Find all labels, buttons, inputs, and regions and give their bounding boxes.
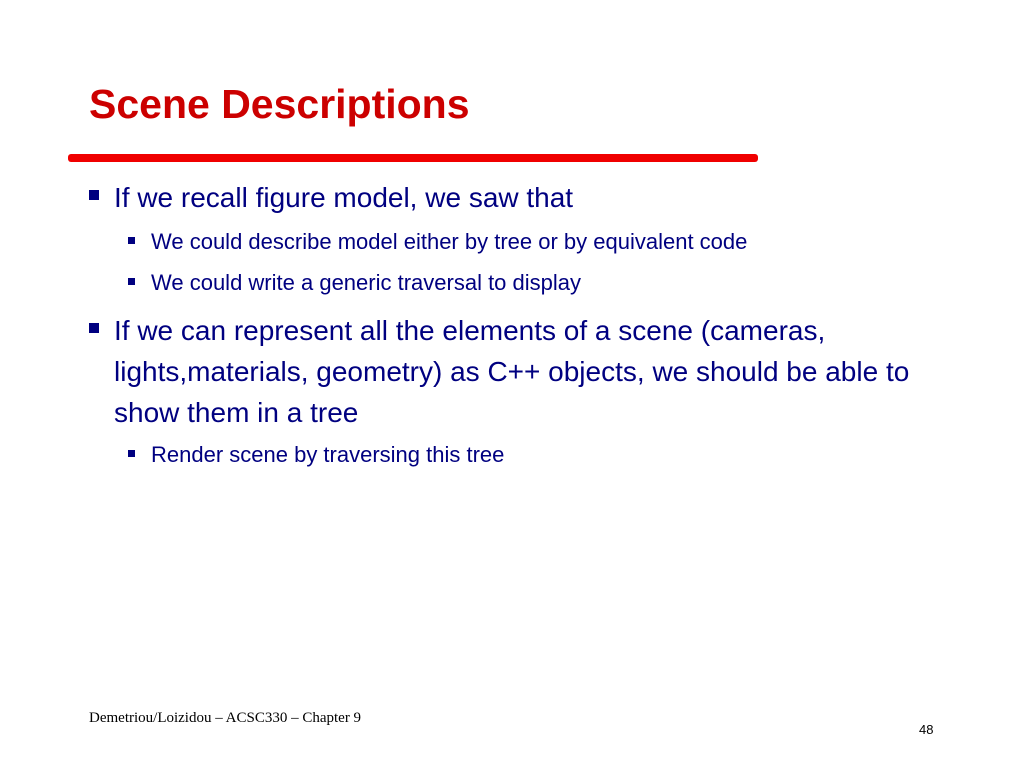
bullet-text: If we recall figure model, we saw that — [114, 182, 574, 213]
square-bullet-icon — [89, 323, 99, 333]
square-bullet-icon — [128, 450, 135, 457]
square-bullet-icon — [128, 237, 135, 244]
sub-bullet-text: Render scene by traversing this tree — [151, 442, 505, 467]
slide-footer: Demetriou/Loizidou – ACSC330 – Chapter 9 — [89, 710, 362, 726]
bullet-text: If we can represent all the elements of a scene (cameras, lights,materials, geometry) as C++ objects, we should be able to show them in a tree — [114, 315, 910, 428]
title-underline — [68, 154, 758, 162]
bullet-item — [89, 310, 949, 433]
square-bullet-icon — [89, 190, 99, 200]
sub-bullet-item — [128, 266, 948, 300]
sub-bullet-item — [128, 438, 948, 472]
sub-bullet-text: We could describe model either by tree or by equivalent code — [151, 229, 748, 254]
sub-bullet-item — [128, 225, 948, 259]
square-bullet-icon — [128, 278, 135, 285]
sub-bullet-text: We could write a generic traversal to display — [151, 270, 582, 295]
bullet-item — [89, 177, 949, 218]
page-number: 48 — [919, 722, 934, 737]
slide-title: Scene Descriptions — [89, 81, 470, 127]
